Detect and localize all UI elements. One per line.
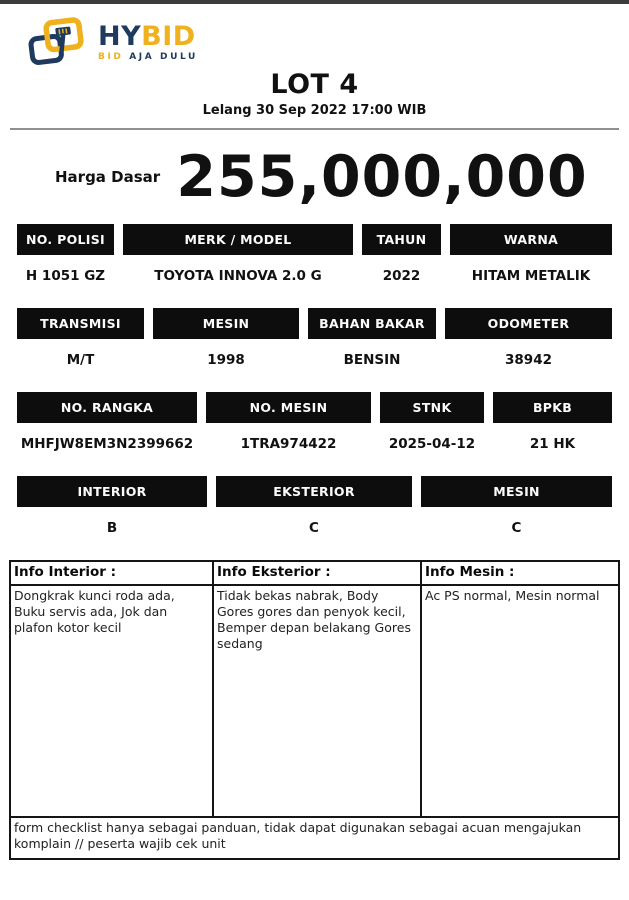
brand-name-part1: HY	[98, 21, 142, 52]
vehicle-specs	[17, 224, 612, 536]
info-interior-body: Dongkrak kunci roda ada, Buku servis ada, Jok dan plafon kotor kecil	[11, 586, 214, 816]
spec-label-mesin-cc: MESIN	[153, 308, 299, 339]
brand-text	[98, 23, 198, 62]
spec-label-stnk: STNK	[380, 392, 484, 423]
info-eksterior-body: Tidak bekas nabrak, Body Gores gores dan penyok kecil, Bemper depan belakang Gores sedang	[214, 586, 422, 816]
spec-value-transmisi: M/T	[66, 352, 95, 368]
spec-label-bpkb: BPKB	[493, 392, 612, 423]
spec-row-4	[17, 476, 612, 536]
spec-value-grade-interior: B	[106, 520, 118, 536]
spec-value-grade-eksterior: C	[309, 520, 319, 536]
auction-gavel-logo-icon	[26, 17, 90, 69]
condition-info-table	[9, 560, 620, 860]
spec-bahan-bakar	[308, 308, 436, 368]
brand-logo	[26, 17, 629, 69]
spec-no-mesin	[206, 392, 371, 452]
info-mesin-title: Info Mesin :	[422, 562, 618, 586]
spec-bpkb	[493, 392, 612, 452]
window-top-edge	[0, 0, 629, 4]
spec-value-grade-mesin: C	[511, 520, 522, 536]
spec-label-grade-mesin: MESIN	[421, 476, 612, 507]
info-interior-title: Info Interior :	[11, 562, 214, 586]
spec-mesin-cc	[153, 308, 299, 368]
base-price-row	[0, 144, 629, 210]
spec-value-bahan-bakar: BENSIN	[343, 352, 401, 368]
spec-grade-eksterior	[216, 476, 412, 536]
spec-value-no-mesin: 1TRA974422	[240, 436, 337, 452]
spec-label-odometer: ODOMETER	[445, 308, 612, 339]
spec-value-odometer: 38942	[505, 352, 552, 368]
spec-warna	[450, 224, 612, 284]
brand-tagline	[98, 53, 198, 62]
spec-value-tahun: 2022	[382, 268, 421, 284]
spec-value-merk-model: TOYOTA INNOVA 2.0 G	[154, 268, 322, 284]
brand-name-part2: BID	[141, 21, 196, 52]
lot-title: LOT 4	[270, 69, 359, 100]
spec-grade-interior	[17, 476, 207, 536]
spec-no-rangka	[17, 392, 197, 452]
spec-label-no-polisi: NO. POLISI	[17, 224, 114, 255]
header-divider	[10, 128, 619, 130]
spec-row-2	[17, 308, 612, 368]
spec-label-no-mesin: NO. MESIN	[206, 392, 371, 423]
spec-label-warna: WARNA	[450, 224, 612, 255]
spec-value-mesin-cc: 1998	[207, 352, 245, 368]
base-price-value: 255,000,000	[176, 144, 588, 210]
spec-value-stnk: 2025-04-12	[388, 436, 476, 452]
info-mesin-body: Ac PS normal, Mesin normal	[425, 588, 600, 603]
brand-tagline-part1: BID	[98, 52, 124, 62]
footer-disclaimer-note: form checklist hanya sebagai panduan, tidak dapat digunakan sebagai acuan mengajukan komplain // peserta wajib cek unit	[11, 816, 618, 858]
spec-label-merk-model: MERK / MODEL	[123, 224, 353, 255]
spec-label-tahun: TAHUN	[362, 224, 441, 255]
spec-label-transmisi: TRANSMISI	[17, 308, 144, 339]
spec-row-3	[17, 392, 612, 452]
spec-label-grade-eksterior: EKSTERIOR	[216, 476, 412, 507]
spec-label-grade-interior: INTERIOR	[17, 476, 207, 507]
spec-tahun	[362, 224, 441, 284]
spec-value-warna: HITAM METALIK	[471, 268, 591, 284]
spec-transmisi	[17, 308, 144, 368]
spec-row-1	[17, 224, 612, 284]
spec-grade-mesin	[421, 476, 612, 536]
base-price-label: Harga Dasar	[55, 168, 161, 186]
brand-tagline-part2: AJA DULU	[123, 52, 198, 62]
spec-label-no-rangka: NO. RANGKA	[17, 392, 197, 423]
spec-label-bahan-bakar: BAHAN BAKAR	[308, 308, 436, 339]
info-eksterior-title: Info Eksterior :	[214, 562, 422, 586]
spec-value-bpkb: 21 HK	[529, 436, 576, 452]
brand-name	[98, 23, 198, 50]
spec-stnk	[380, 392, 484, 452]
spec-no-polisi	[17, 224, 114, 284]
auction-datetime: Lelang 30 Sep 2022 17:00 WIB	[202, 103, 427, 118]
spec-value-no-polisi: H 1051 GZ	[25, 268, 106, 284]
spec-merk-model	[123, 224, 353, 284]
spec-odometer	[445, 308, 612, 368]
spec-value-no-rangka: MHFJW8EM3N2399662	[20, 436, 194, 452]
